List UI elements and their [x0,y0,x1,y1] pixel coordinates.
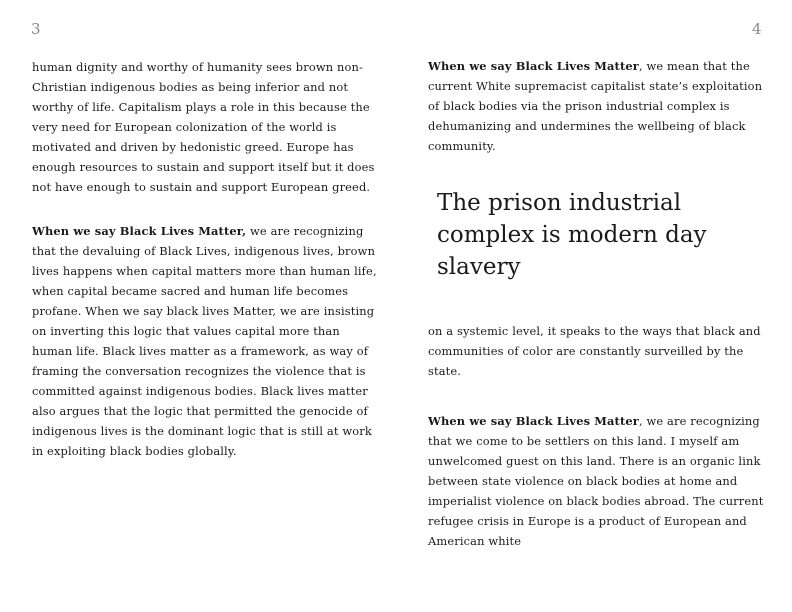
right-paragraph-3-block [428,411,770,551]
right-paragraph-1 [428,56,770,156]
pull-quote: The prison industrial complex is modern day slavery [437,190,707,280]
right-paragraph-2-block [428,321,770,381]
right-paragraph-1-lead: When we say Black Lives Matter [428,59,639,73]
right-paragraph-3 [428,411,770,551]
right-paragraph-3-body: , we are recognizing that we come to be settlers on this land. I myself am unwelcomed guest on this land. There is an organic link between state violence on black bodies at home and imperialist violence on black bodies abroad. The current refugee crisis in Europe is a product of European and American white [428,414,764,548]
left-paragraph-1: human dignity and worthy of humanity sees brown non-Christian indigenous bodies as being inferior and not worthy of life. Capitalism plays a role in this because the very need for European colonization of the world is motivated and driven by hedonistic greed. Europe has enough resources to sustain and support itself but it does not have enough to sustain and support European greed. [32,60,375,194]
left-paragraph-2 [32,221,377,461]
right-paragraph-2: on a systemic level, it speaks to the ways that black and communities of color are constantly surveilled by the state. [428,324,761,378]
left-page-column [32,57,377,461]
page-number-right: 4 [752,20,762,38]
paragraph-gap [32,197,377,221]
right-page-column [428,56,770,156]
left-paragraph-2-body: we are recognizing that the devaluing of Black Lives, indigenous lives, brown lives happens when capital matters more than human life, when capital became sacred and human life becomes profane. When we say black lives Matter, we are insisting on inverting this logic that values capital more than human life. Black lives matter as a framework, as way of framing the conversation recognizes the violence that is committed against indigenous bodies. Black lives matter also argues that the logic that permitted the genocide of indigenous lives is the dominant logic that is still at work in exploiting black bodies globally. [32,224,377,458]
right-paragraph-3-lead: When we say Black Lives Matter [428,414,639,428]
page-number-left: 3 [31,20,41,38]
left-paragraph-2-lead: When we say Black Lives Matter, [32,224,247,238]
right-paragraph-1-body: , we mean that the current White supremacist capitalist state’s exploitation of black bodies via the prison industrial complex is dehumanizing and undermines the wellbeing of black community. [428,59,763,153]
